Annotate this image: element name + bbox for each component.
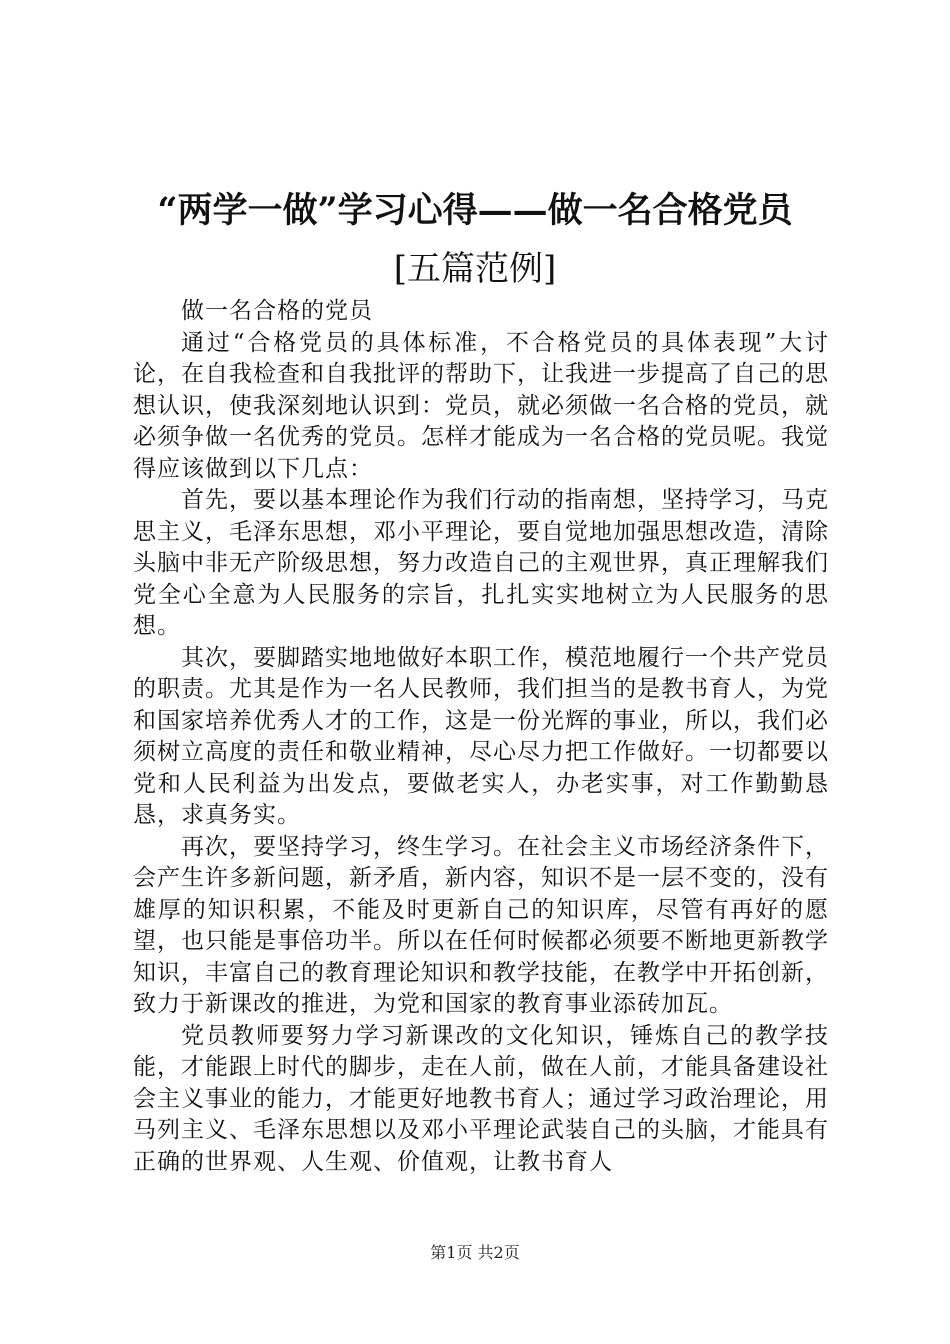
page-number-footer: 第1页 共2页: [430, 1243, 520, 1262]
paragraph: 其次，要脚踏实地地做好本职工作，模范地履行一个共产党员的职责。尤其是作为一名人民教师，我们担当的是教书育人，为党和国家培养优秀人才的工作，这是一份光辉的事业，所以，我们必须树立高度的责任和敬业精神，尽心尽力把工作做好。一切都要以党和人民利益为出发点，要做老实人，办老实事，对工作勤勤恳恳，求真务实。: [133, 644, 829, 828]
paragraph-heading: 做一名合格的党员: [181, 298, 373, 324]
document-subtitle: [五篇范例]: [393, 249, 557, 289]
paragraph: 通过“合格党员的具体标准，不合格党员的具体表现”大讨论，在自我检查和自我批评的帮助下，让我进一步提高了自己的思想认识，使我深刻地认识到：党员，就必须做一名合格的党员，就必须争做一名优秀的党员。怎样才能成为一名合格的党员呢。我觉得应该做到以下几点：: [133, 329, 829, 482]
document-body: [133, 296, 829, 1178]
paragraph: 首先，要以基本理论作为我们行动的指南想，坚持学习，马克思主义，毛泽东思想，邓小平理论，要自觉地加强思想改造，清除头脑中非无产阶级思想，努力改造自己的主观世界，真正理解我们党全心全意为人民服务的宗旨，扎扎实实地树立为人民服务的思想。: [133, 487, 829, 639]
paragraph: 党员教师要努力学习新课改的文化知识，锤炼自己的教学技能，才能跟上时代的脚步，走在人前，做在人前，才能具备建设社会主义事业的能力，才能更好地教书育人；通过学习政治理论，用马列主义、毛泽东思想以及邓小平理论武装自己的头脑，才能具有正确的世界观、人生观、价值观，让教书育人: [133, 1022, 829, 1175]
document-title: “两学一做”学习心得——做一名合格党员: [157, 190, 793, 231]
paragraph: 再次，要坚持学习，终生学习。在社会主义市场经济条件下，会产生许多新问题，新矛盾，新内容，知识不是一层不变的，没有雄厚的知识积累，不能及时更新自己的知识库，尽管有再好的愿望，也只能是事倍功半。所以在任何时候都必须要不断地更新教学知识，丰富自己的教育理论知识和教学技能，在教学中开拓创新，致力于新课改的推进，为党和国家的教育事业添砖加瓦。: [133, 833, 829, 1017]
